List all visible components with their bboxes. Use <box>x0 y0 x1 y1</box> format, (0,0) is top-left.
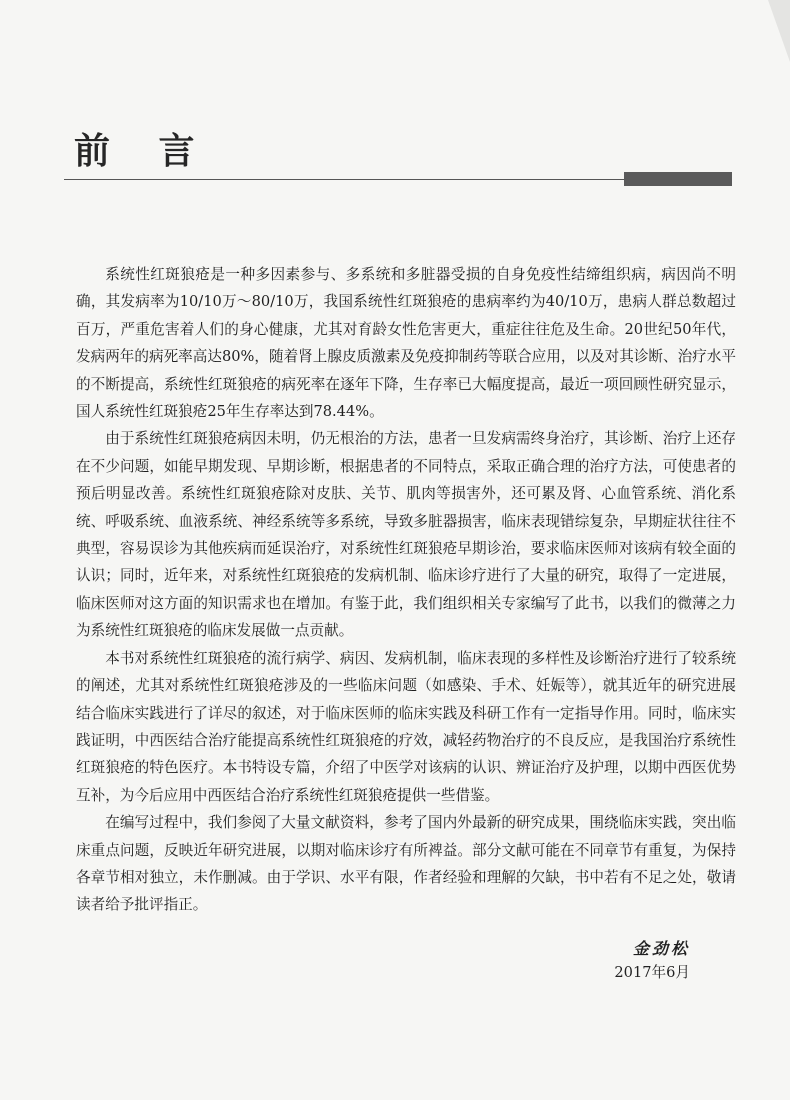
paragraph: 本书对系统性红斑狼疮的流行病学、病因、发病机制，临床表现的多样性及诊断治疗进行了较系统的阐述，尤其对系统性红斑狼疮涉及的一些临床问题（如感染、手术、妊娠等），就其近年的研究进展结合临床实践进行了详尽的叙述，对于临床医师的临床实践及科研工作有一定指导作用。同时，临床实践证明，中西医结合治疗能提高系统性红斑狼疮的疗效，减轻药物治疗的不良反应，是我国治疗系统性红斑狼疮的特色医疗。本书特设专篇，介绍了中医学对该病的认识、辨证治疗及护理，以期中西医优势互补，为今后应用中西医结合治疗系统性红斑狼疮提供一些借鉴。 <box>76 649 736 804</box>
page-title: 前 言 <box>74 131 213 172</box>
paragraph: 在编写过程中，我们参阅了大量文献资料，参考了国内外最新的研究成果，围绕临床实践，突出临床重点问题，反映近年研究进展，以期对临床诊疗有所裨益。部分文献可能在不同章节有重复，为保持各章节相对独立，未作删减。由于学识、水平有限，作者经验和理解的欠缺，书中若有不足之处，敬请读者给予批评指正。 <box>76 814 736 914</box>
preface-date: 2017年6月 <box>614 964 690 981</box>
preface-body <box>76 261 736 919</box>
paragraph: 系统性红斑狼疮是一种多因素参与、多系统和多脏器受损的自身免疫性结缔组织病，病因尚不明确，其发病率为10/10万～80/10万，我国系统性红斑狼疮的患病率约为40/10万，患病人群总数超过百万，严重危害着人们的身心健康，尤其对育龄女性危害更大，重症往往危及生命。20世纪50年代，发病两年的病死率高达80%，随着肾上腺皮质激素及免疫抑制药等联合应用，以及对其诊断、治疗水平的不断提高，系统性红斑狼疮的病死率在逐年下降，生存率已大幅度提高，最近一项回顾性研究显示，国人系统性红斑狼疮25年生存率达到78.44%。 <box>76 266 736 421</box>
paragraph: 由于系统性红斑狼疮病因未明，仍无根治的方法，患者一旦发病需终身治疗，其诊断、治疗上还存在不少问题，如能早期发现、早期诊断，根据患者的不同特点，采取正确合理的治疗方法，可使患者的预后明显改善。系统性红斑狼疮除对皮肤、关节、肌肉等损害外，还可累及肾、心血管系统、消化系统、呼吸系统、血液系统、神经系统等多系统，导致多脏器损害，临床表现错综复杂，早期症状往往不典型，容易误诊为其他疾病而延误治疗，对系统性红斑狼疮早期诊治，要求临床医师对该病有较全面的认识；同时，近年来，对系统性红斑狼疮的发病机制、临床诊疗进行了大量的研究，取得了一定进展，临床医师对这方面的知识需求也在增加。有鉴于此，我们组织相关专家编写了此书，以我们的微薄之力为系统性红斑狼疮的临床发展做一点贡献。 <box>76 430 736 640</box>
title-rule <box>64 179 624 180</box>
title-rule-bar <box>624 172 732 186</box>
author-signature: 金劲松 <box>632 939 690 958</box>
page-corner-shadow <box>768 0 790 62</box>
